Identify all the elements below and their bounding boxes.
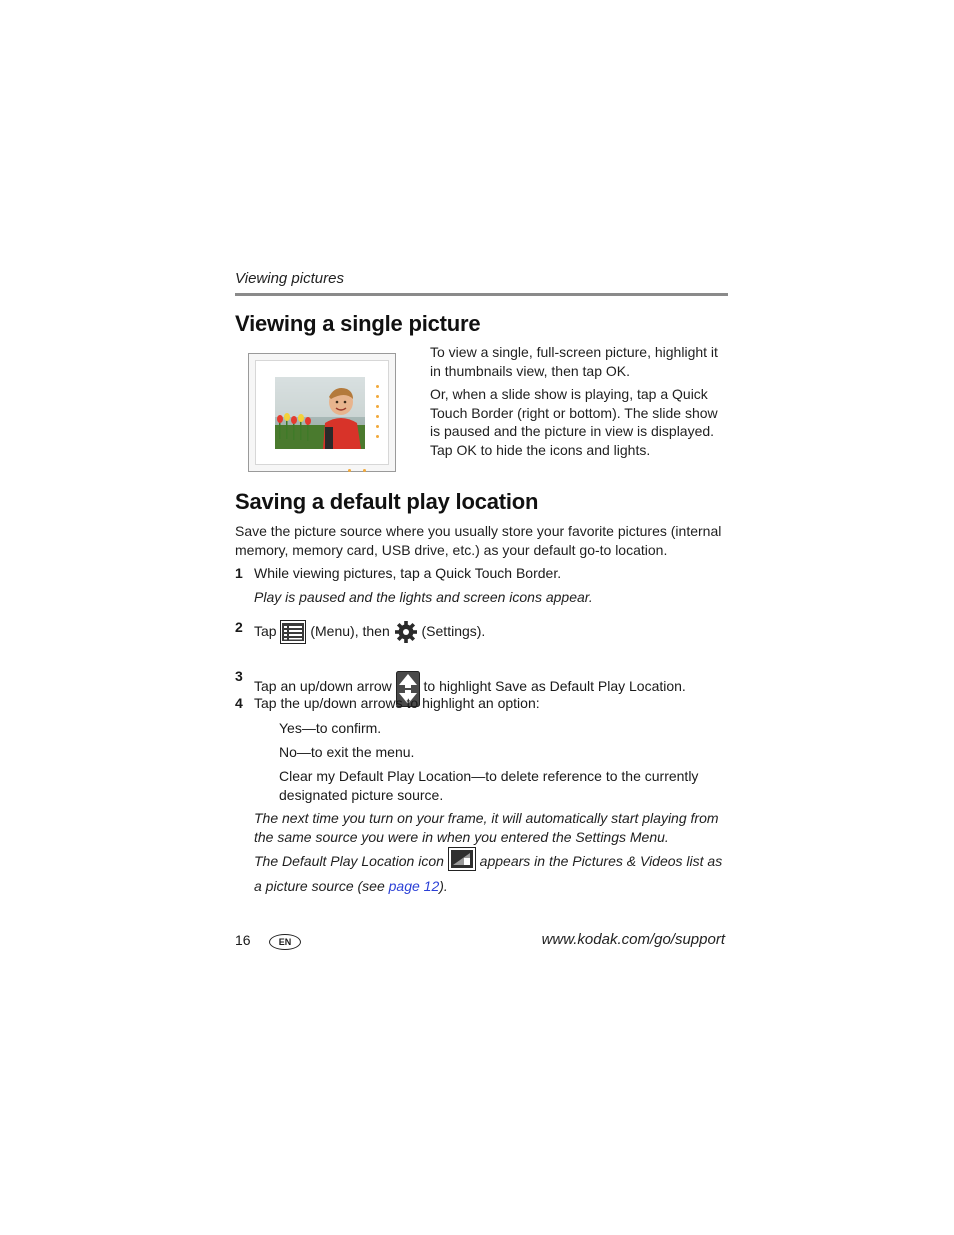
note2-post: ).: [439, 877, 448, 894]
page-12-link[interactable]: page 12: [388, 877, 440, 894]
light-dot: [376, 435, 379, 438]
settings-gear-icon: [394, 620, 418, 649]
viewing-paragraph-1: To view a single, full-screen picture, highlight it in thumbnails view, then tap OK.: [430, 344, 718, 379]
option-yes: Yes—to confirm.: [279, 720, 382, 736]
step-2-mid: (Menu), then: [310, 622, 390, 639]
step-1-note: Play is paused and the lights and screen icons appear.: [254, 589, 593, 605]
light-dot: [363, 469, 366, 472]
section-title-viewing: Viewing a single picture: [235, 311, 481, 336]
note-default-icon: [254, 848, 729, 895]
light-dot: [376, 425, 379, 428]
header-rule: [235, 293, 728, 296]
support-url[interactable]: www.kodak.com/go/support: [541, 931, 725, 948]
option-clear: Clear my Default Play Location—to delete reference to the currently designated picture source.: [279, 768, 699, 803]
step-number: 1: [235, 565, 243, 581]
step-2-post: (Settings).: [421, 622, 486, 639]
step-text: [254, 618, 485, 647]
photo-image: [275, 377, 365, 449]
light-dot: [376, 385, 379, 388]
default-play-location-icon: [448, 847, 476, 876]
step-3-pre: Tap an up/down arrow: [254, 677, 392, 694]
section-title-default-play: Saving a default play location: [235, 489, 539, 514]
menu-icon: [280, 620, 306, 649]
step-number: 4: [235, 695, 243, 711]
note-next-time: The next time you turn on your frame, it will automatically start playing from the same source you were in when you entered the Settings Menu.: [254, 810, 719, 845]
step-text: Tap the up/down arrows to highlight an option:: [254, 695, 540, 711]
step-number: 3: [235, 668, 243, 684]
option-no: No—to exit the menu.: [279, 744, 415, 760]
viewing-paragraph-2: Or, when a slide show is playing, tap a Quick Touch Border (right or bottom). The slide show is paused and the picture in view is displayed. Tap OK to hide the icons and lights.: [430, 386, 718, 458]
running-head: Viewing pictures: [235, 270, 344, 287]
bottom-touch-lights: [348, 459, 374, 477]
step-3-post: to highlight Save as Default Play Location.: [423, 677, 686, 694]
language-badge: EN: [269, 934, 301, 950]
right-touch-lights: [376, 385, 380, 445]
page-number: 16: [235, 932, 251, 948]
step-text: While viewing pictures, tap a Quick Touch Border.: [254, 565, 562, 581]
note2-pre: The Default Play Location icon: [254, 852, 444, 869]
light-dot: [376, 405, 379, 408]
frame-bezel: [255, 360, 389, 465]
digital-frame-illustration: [248, 353, 396, 472]
frame-photo-child-with-tulips: [275, 377, 365, 449]
step-number: 2: [235, 619, 243, 635]
note2-mid: appears in the Pictures & Videos list as a picture source (see: [254, 852, 723, 894]
light-dot: [376, 395, 379, 398]
step-2-pre: Tap: [254, 622, 277, 639]
light-dot: [348, 469, 351, 472]
light-dot: [376, 415, 379, 418]
default-play-intro: Save the picture source where you usually store your favorite pictures (internal memory, memory card, USB drive, etc.) as your default go-to location.: [235, 523, 722, 558]
